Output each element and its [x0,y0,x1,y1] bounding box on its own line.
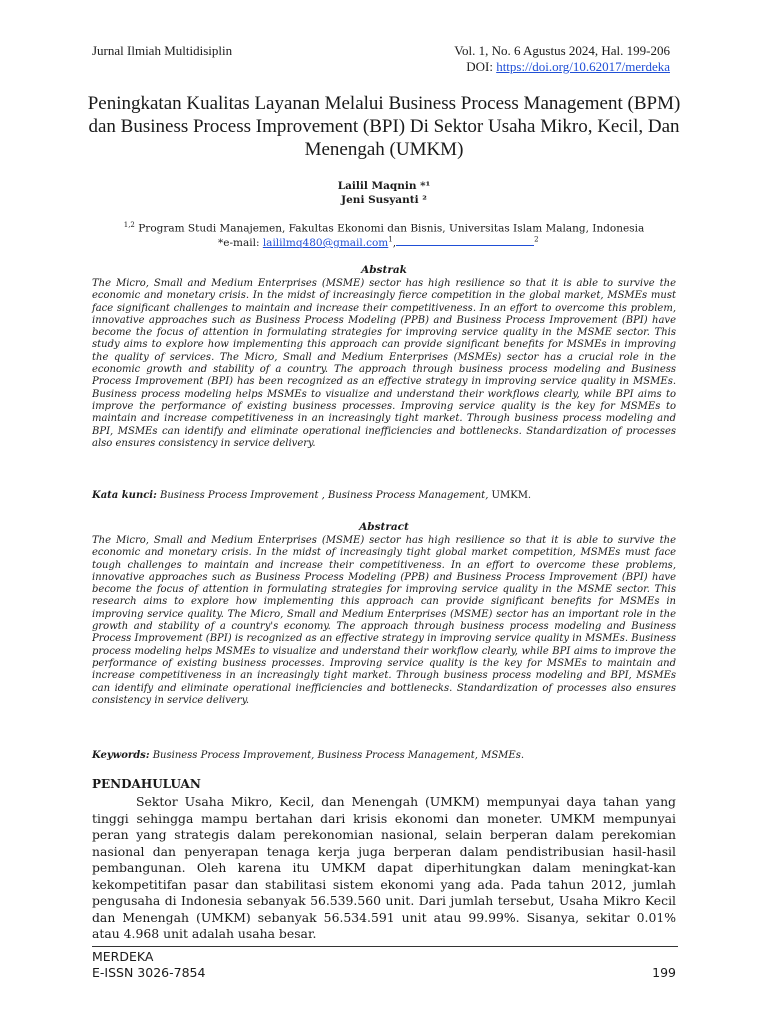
email-link-2[interactable] [396,235,534,246]
footer-rule [92,946,678,947]
kata-kunci [92,490,676,501]
abstrak-heading: Abstrak [361,264,407,276]
email-line [218,235,539,249]
section-heading-pendahuluan: PENDAHULUAN [92,777,201,791]
email-sup-2: 2 [534,235,539,244]
author-2: Jeni Susyanti ² [341,194,427,206]
abstrak-text: The Micro, Small and Medium Enterprises (MSME) sector has high resilience so that it is able to survive the economic and monetary crisis. In the midst of increasingly fierce competition in the global market, MSMEs must face significant challenges to maintain and increase their competitiveness. In an effort to overcome this problem, innovative approaches such as Business Process Modeling (PPB) and Business Process Improvement (BPI) have become the focus of attention in formulating strategies for improving service quality in the MSME sector. This study aims to explore how implementing this approach can provide significant benefits for MSMEs in improving the quality of services. The Micro, Small and Medium Enterprises (MSMEs) sector has a crucial role in the economic growth and stability of a country. The approach through business process modeling and Business Process Improvement (BPI) has been recognized as an effective strategy in improving service quality in MSMEs. Business process modeling helps MSMEs to visualize and understand their workflows clearly, while BPI aims to improve the performance of existing business processes. Improving service quality is the key for MSMEs to maintain and increase competitiveness in an increasingly tight market. Through business process modeling and BPI, MSMEs can identify and eliminate operational inefficiencies and bottlenecks. Standardization of processes also ensures consistency in service delivery. [92,278,676,449]
paper-title: Peningkatan Kualitas Layanan Melalui Business Process Management (BPM) dan Business Process Improvement (BPI) Di Sektor Usaha Mikro, Kecil, Dan Menengah (UMKM) [87,93,681,160]
kata-kunci-label: Kata kunci: [92,490,157,501]
volume-info: Vol. 1, No. 6 Agustus 2024, Hal. 199-206 [454,43,670,58]
page-number: 199 [652,965,676,980]
email-label: *e-mail: [218,237,263,249]
intro-paragraph [92,794,676,943]
intro-text: Sektor Usaha Mikro, Kecil, dan Menengah (UMKM) mempunyai daya tahan yang tinggi sehingga mampu bertahan dari krisis ekonomi dan moneter. UMKM mempunyai peran yang strategis dalam perekonomian nasional, selain berperan dalam perekomian nasional dan penyerapan tenaga kerja juga berperan dalam pendistribusian hasil-hasil pembangunan. Oleh karena itu UMKM dapat diperhitungkan dalam meningkat-kan kekompetitifan pasar dan stabilitasi sistem ekonomi yang ada. Pada tahun 2012, jumlah pengusaha di Indonesia sebanyak 56.539.560 unit. Dari jumlah tersebut, Usaha Mikro Kecil dan Menengah (UMKM) sebanyak 56.534.591 unit atau 99.99%. Sisanya, sekitar 0.01% atau 4.968 unit adalah usaha besar. [92,794,676,941]
affiliation [0,221,768,235]
affiliation-text: Program Studi Manajemen, Fakultas Ekonomi dan Bisnis, Universitas Islam Malang, Indonesia [134,222,645,235]
kata-kunci-italic: Business Process Improvement , Business Process Management, [156,490,489,501]
keywords [92,750,676,761]
abstract-text: The Micro, Small and Medium Enterprises (MSME) sector has high resilience so that it is able to survive the economic and monetary crisis. In the midst of increasingly tight global market competition, MSMEs must face tough challenges to maintain and increase their competitiveness. In an effort to overcome these problems, innovative approaches such as Business Process Modeling (PPB) and Business Process Improvement (BPI) have become the focus of attention in formulating strategies for improving service quality in the MSME sector. This research aims to explore how implementing this approach can provide significant benefits for MSMEs in improving service quality. The Micro, Small and Medium Enterprises (MSME) sector has an important role in the growth and stability of a country's economy. The approach through business process modeling and Business Process Improvement (BPI) is recognized as an effective strategy in improving service quality in MSMEs. Business process modeling helps MSMEs to visualize and understand their workflow clearly, while BPI aims to improve the performance of existing business processes. Improving service quality is the key for MSMEs to maintain and increase competitiveness in an increasingly tight market. Through business process modeling and BPI, MSMEs can identify and eliminate operational inefficiencies and bottlenecks. Standardization of processes also ensures consistency in service delivery. [92,535,676,706]
email-sup-1: 1 [388,235,393,244]
email-separator: , [392,237,397,249]
doi-line [466,59,670,75]
abstract-heading: Abstract [359,521,409,533]
doi-link[interactable]: https://doi.org/10.62017/merdeka [496,59,670,74]
doi-label: DOI: [466,59,497,74]
journal-name: Jurnal Ilmiah Multidisiplin [92,43,233,58]
footer-issn: E-ISSN 3026-7854 [92,965,206,980]
email-link-1[interactable]: laililmq480@gmail.com [262,237,389,249]
affiliation-sup: 1,2 [123,221,135,229]
footer-journal: MERDEKA [92,949,154,964]
keywords-text: Business Process Improvement, Business Process Management, MSMEs. [149,750,525,761]
author-1: Lailil Maqnin *¹ [337,180,431,192]
kata-kunci-plain: UMKM. [488,490,532,501]
keywords-label: Keywords: [92,750,150,761]
